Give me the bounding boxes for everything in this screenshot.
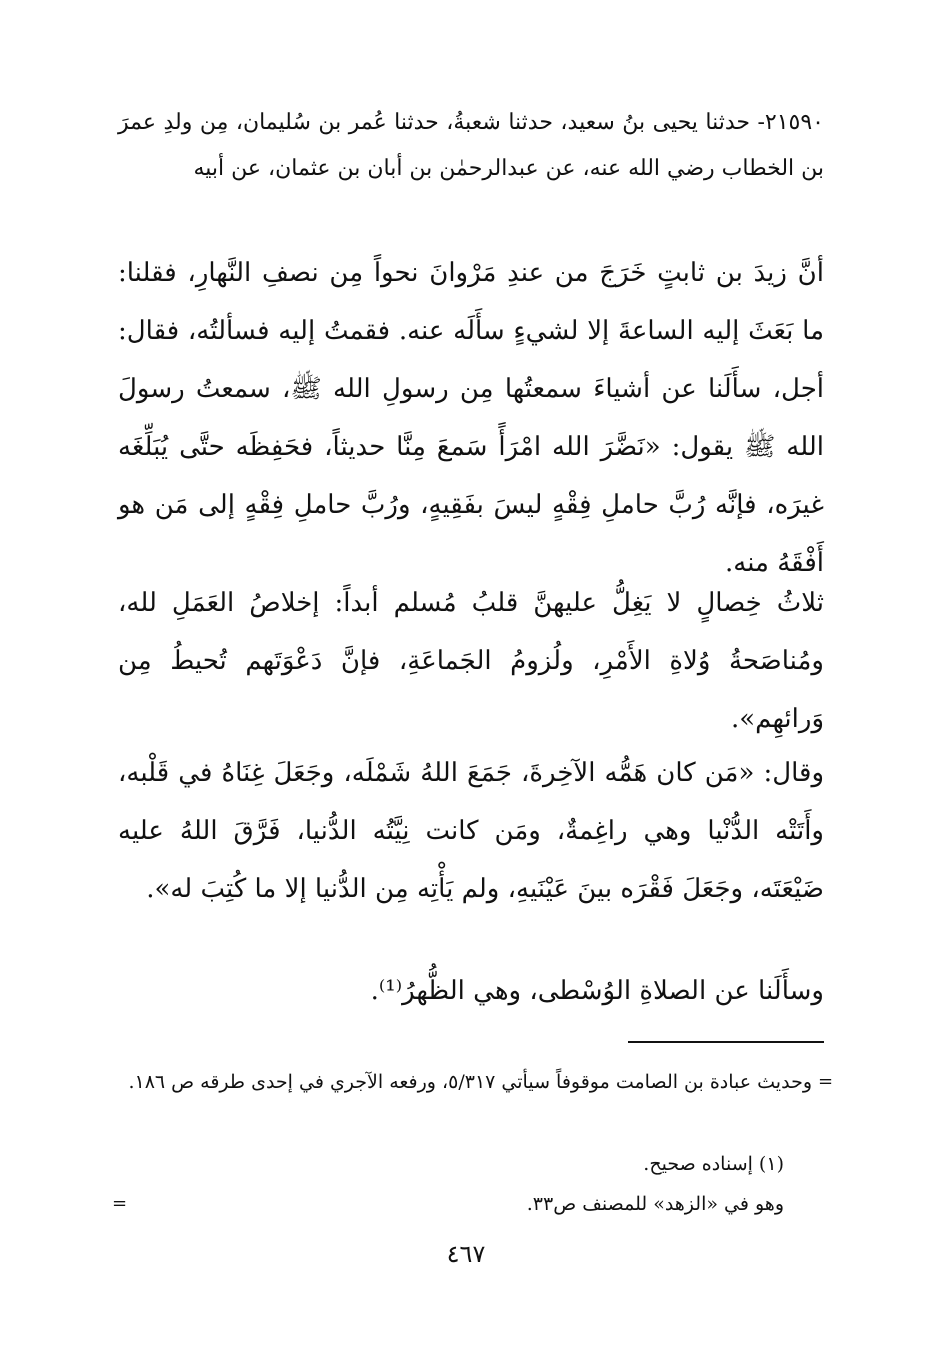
footnote-1-continued: وهو في «الزهد» للمصنف ص٣٣. bbox=[526, 1193, 784, 1215]
footnote-next-page-mark: = bbox=[112, 1193, 128, 1214]
hadith-paragraph-2: ثلاثُ خِصالٍ لا يَغِلُّ عليهنَّ قلبُ مُسلم أبداً: إخلاصُ العَمَلِ لله، ومُناصَحةُ وُلاةِ الأَمْرِ، ولُزومُ الجَماعَةِ، فإنَّ دَعْوَتَهم تُحيطُ مِن وَرائهِم». bbox=[118, 588, 824, 734]
footnote-divider bbox=[628, 1041, 824, 1043]
hadith-isnad: ٢١٥٩٠- حدثنا يحيى بنُ سعيد، حدثنا شعبةُ، حدثنا عُمر بن سُليمان، مِن ولدِ عمرَ بن الخطاب رضي الله عنه، عن عبدالرحمٰن بن أبان بن عثمان، عن أبيه bbox=[118, 110, 824, 181]
footnote-continuation-mark: = bbox=[818, 1071, 834, 1092]
hadith-paragraph-3: وقال: «مَن كان هَمُّه الآخِرةَ، جَمَعَ اللهُ شَمْلَه، وجَعَلَ غِنَاهُ في قَلْبه، وأَتَتْه الدُّنْيا وهي راغِمةٌ، ومَن كانت نِيَّتُه الدُّنيا، فَرَّقَ اللهُ عليه ضَيْعَتَه، وجَعَلَ فَقْرَه بينَ عَيْنَيهِ، ولم يَأْتِه مِن الدُّنيا إلا ما كُتِبَ له». bbox=[118, 758, 824, 904]
hadith-paragraph-4: وسأَلَنا عن الصلاةِ الوُسْطى، وهي الظُّهرُ⁽¹⁾. bbox=[370, 976, 824, 1006]
page-number: ٤٦٧ bbox=[446, 1240, 486, 1268]
hadith-paragraph-1: أنَّ زيدَ بن ثابتٍ خَرَجَ من عندِ مَرْوانَ نحواً مِن نصفِ النَّهارِ، فقلنا: ما بَعَثَ إليه الساعةَ إلا لشيءٍ سأَلَه عنه. فقمتُ إليه فسألتُه، فقال: أجل، سأَلَنا عن أشياءَ سمعتُها مِن رسولِ الله ﷺ، سمعتُ رسولَ الله ﷺ يقول: «نَضَّرَ الله امْرَأً سَمعَ مِنَّا حديثاً، فحَفِظَه حتَّى يُبَلِّغَه غيرَه، فإنَّه رُبَّ حاملِ فِقْهٍ ليسَ بفَقِيهٍ، ورُبَّ حاملِ فِقْهٍ إلى مَن هو أَفْقَهُ منه. bbox=[118, 258, 824, 578]
footnote-1: (١) إسناده صحيح. bbox=[643, 1153, 784, 1175]
footnote-continuation-text: وحديث عبادة بن الصامت موقوفاً سيأتي ٥/٣١٧، ورفعه الآجري في إحدى طرقه ص ١٨٦. bbox=[128, 1071, 812, 1093]
